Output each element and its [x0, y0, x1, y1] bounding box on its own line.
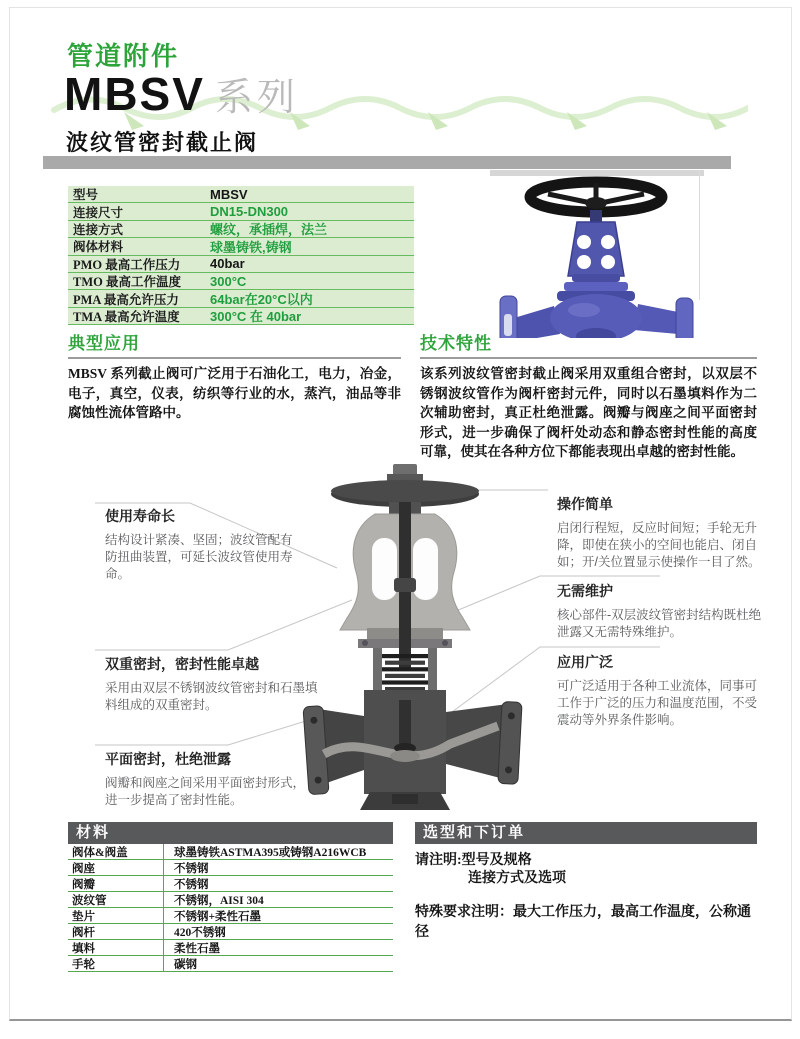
- callout-body: 采用由双层不锈钢波纹管密封和石墨填料组成的双重密封。: [105, 681, 318, 712]
- table-row: PMO 最高工作压力 40bar: [68, 256, 414, 273]
- callout-title: 平面密封，杜绝泄露: [105, 751, 231, 767]
- callout-title: 无需维护: [557, 583, 613, 599]
- callout-flat-seal: [105, 749, 310, 809]
- callout-double-seal: [105, 654, 320, 714]
- handwheel-photo: [530, 182, 662, 212]
- spec-table: [68, 186, 414, 325]
- table-row: TMA 最高允许温度 300°C 在 40bar: [68, 308, 414, 325]
- table-row: 填料 柔性石墨: [68, 940, 393, 956]
- table-row: PMA 最高允许压力 64bar在20°C以内: [68, 290, 414, 307]
- ordering-note-line2: 连接方式及选项: [468, 871, 566, 886]
- table-row: 波纹管 不锈钢，AISI 304: [68, 892, 393, 908]
- callout-title: 应用广泛: [557, 654, 613, 670]
- callout-title: 双重密封，密封性能卓越: [105, 656, 259, 672]
- materials-header: 材料: [68, 822, 393, 844]
- callout-body: 结构设计紧凑、坚固；波纹管配有防扭曲装置，可延长波纹管使用寿命。: [105, 533, 293, 581]
- section-title: 典型应用: [68, 329, 401, 359]
- ordering-header: 选型和下订单: [415, 822, 757, 844]
- table-row: 阀杆 420不锈钢: [68, 924, 393, 940]
- callout-body: 核心部件-双层波纹管密封结构既杜绝泄露又无需特殊维护。: [557, 608, 762, 639]
- table-row: 阀瓣 不锈钢: [68, 876, 393, 892]
- section-title: 技术特性: [420, 329, 757, 359]
- table-row: 型号 MBSV: [68, 186, 414, 203]
- callout-wide-application: [557, 652, 757, 729]
- ordering-note-line1: 型号及规格: [461, 853, 532, 868]
- table-row: 手轮 碳钢: [68, 956, 393, 972]
- table-row: 阀座 不锈钢: [68, 860, 393, 876]
- callout-body: 阀瓣和阀座之间采用平面密封形式，进一步提高了密封性能。: [105, 776, 306, 807]
- table-row: 阀体材料 球墨铸铁,铸钢: [68, 238, 414, 255]
- brand-tag: 管道附件: [67, 42, 180, 71]
- table-row: 连接方式 螺纹，承插焊，法兰: [68, 221, 414, 238]
- series-name: MBSV: [64, 68, 205, 120]
- series-title: [64, 66, 299, 121]
- section-body: 该系列波纹管密封截止阀采用双重组合密封，以双层不锈钢波纹管作为阀杆密封元件，同时以石墨填料作为二次辅助密封，真正杜绝泄露。阀瓣与阀座之间平面密封形式，进一步确保了阀杆处动态和静态密封性能的高度可靠，使其在各种方位下都能表现出卓越的密封性能。: [420, 366, 757, 459]
- ordering-special-note: 特殊要求注明：最大工作压力，最高工作温度，公称通径: [415, 905, 751, 940]
- ordering-note-label: 请注明:: [415, 853, 462, 868]
- callout-title: 使用寿命长: [105, 508, 175, 524]
- series-suffix: 系列: [214, 77, 299, 119]
- table-row: 垫片 不锈钢+柔性石墨: [68, 908, 393, 924]
- callout-body: 可广泛适用于各种工业流体，同事可工作于广泛的压力和温度范围，不受震动等外界条件影响。: [557, 679, 758, 727]
- section-typical-applications: [68, 329, 401, 423]
- cutaway-diagram-valve: [272, 458, 548, 810]
- header-divider-bar: [43, 156, 731, 169]
- callout-easy-operation: [557, 494, 762, 571]
- ordering-note: [415, 852, 757, 888]
- table-row: 阀体&阀盖 球墨铸铁ASTMA395或铸钢A216WCB: [68, 844, 393, 860]
- table-row: TMO 最高工作温度 300°C: [68, 273, 414, 290]
- callout-maintenance-free: [557, 581, 767, 641]
- table-row: 连接尺寸 DN15-DN300: [68, 203, 414, 220]
- callout-body: 启闭行程短，反应时间短；手轮无升降，即使在狭小的空间也能启、闭自如；开/关位置显示使操作一目了然。: [557, 521, 761, 569]
- section-technical-features: [420, 329, 757, 462]
- section-body: MBSV 系列截止阀可广泛用于石油化工，电力，冶金，电子，真空，仪表，纺织等行业的水，蒸汽，油品等非腐蚀性流体管路中。: [68, 366, 401, 420]
- callout-long-service-life: [105, 506, 295, 583]
- page-subtitle: 波纹管密封截止阀: [66, 130, 259, 155]
- ordering-section: [415, 822, 757, 941]
- materials-table: [68, 822, 393, 972]
- product-photo-valve: [490, 170, 704, 338]
- callout-title: 操作简单: [557, 496, 613, 512]
